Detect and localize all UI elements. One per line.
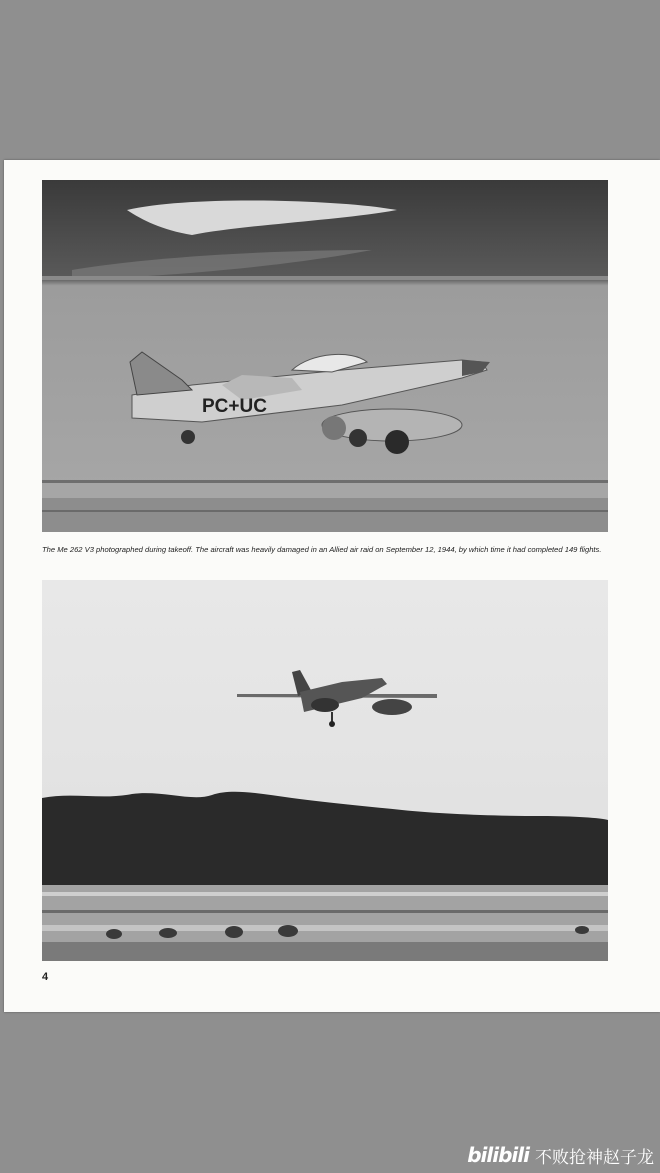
takeoff-photo bbox=[42, 180, 608, 532]
flyover-photo bbox=[42, 580, 608, 961]
photo-caption: The Me 262 V3 photographed during takeoff. The aircraft was heavily damaged in an Allied air raid on September 12, 1944, by which time it had completed 149 flights. bbox=[42, 545, 602, 554]
aircraft-marking: PC+UC bbox=[202, 396, 267, 417]
book-page bbox=[4, 160, 660, 1012]
page-number: 4 bbox=[42, 971, 49, 983]
video-watermark bbox=[467, 1141, 654, 1169]
takeoff-photo-image bbox=[42, 180, 608, 532]
flyover-photo-image bbox=[42, 580, 608, 961]
bilibili-logo: bilibili bbox=[467, 1143, 529, 1167]
uploader-name: 不败抢神赵子龙 bbox=[535, 1147, 654, 1168]
